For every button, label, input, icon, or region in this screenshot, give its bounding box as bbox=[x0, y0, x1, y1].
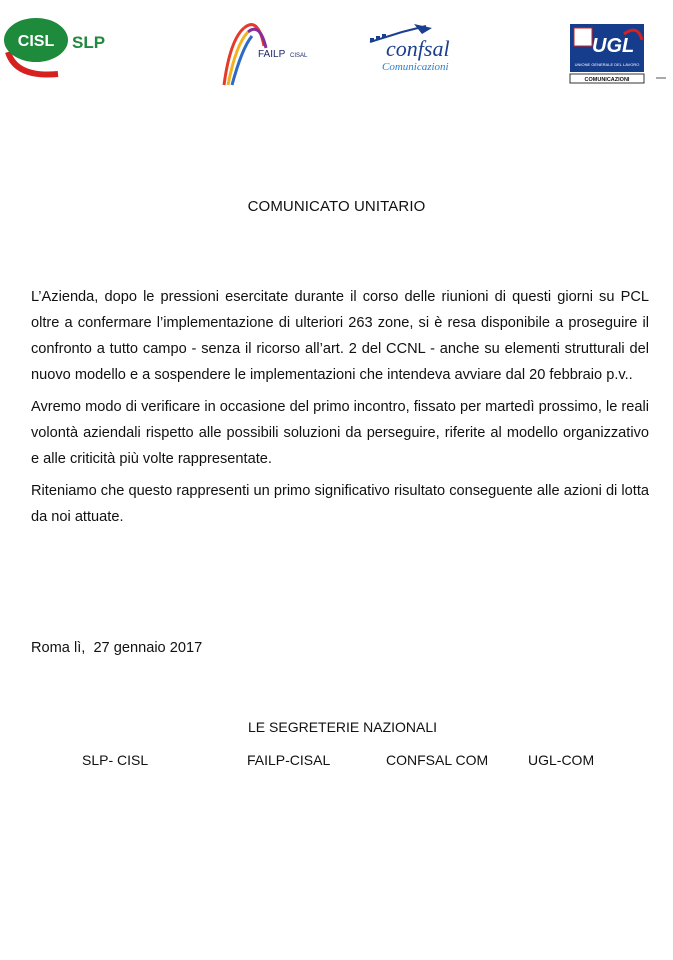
signatures-title: LE SEGRETERIE NAZIONALI bbox=[248, 719, 438, 735]
confsal-comunicazioni-logo bbox=[366, 20, 476, 80]
paragraph: L’Azienda, dopo le pressioni esercitate durante il corso delle riunioni di questi giorni su PCL oltre a confermare l’implementazione di ulteriori 263 zone, si è resa disponibile a proseguire il confronto a tutto campo - senza il ricorso all’art. 2 del CCNL - anche su elementi strutturali del nuovo modello e a sospendere le implementazioni che intendeva avviare dal 20 febbraio p.v.. bbox=[31, 289, 649, 383]
signatory-ugl-com: UGL-COM bbox=[528, 752, 595, 768]
slp-logo-text: SLP bbox=[72, 33, 106, 52]
document-title: COMUNICATO UNITARIO bbox=[247, 198, 426, 215]
cisl-logo-text: CISL bbox=[17, 33, 55, 50]
signatory-slp-cisl: SLP- CISL bbox=[82, 752, 149, 768]
confsal-logo-text: confsal bbox=[386, 36, 450, 61]
logo-bar bbox=[0, 0, 673, 100]
cisl-slp-logo bbox=[2, 12, 122, 82]
failp-cisal-logo bbox=[214, 10, 314, 90]
paragraph: Riteniamo che questo rappresenti un primo significativo risultato conseguente alle azioni di lotta da noi attuate. bbox=[31, 483, 649, 525]
document-body bbox=[31, 284, 649, 536]
ugl-tagline-text: UNIONE GENERALE DEL LAVORO bbox=[574, 62, 640, 67]
failp-logo-text: FAILP bbox=[258, 49, 286, 60]
comunicazioni-logo-text: Comunicazioni bbox=[382, 61, 449, 73]
paragraph: Avremo modo di verificare in occasione del primo incontro, fissato per martedì prossimo, le reali volontà aziendali rispetto alle possibili soluzioni da perseguire, riferite al modello organizzativo e alle criticità più volte rappresentate. bbox=[31, 399, 649, 467]
signatory-confsal-com: CONFSAL COM bbox=[386, 752, 489, 768]
ugl-comunicazioni-logo bbox=[566, 20, 670, 86]
document-date: Roma lì, 27 gennaio 2017 bbox=[31, 640, 203, 656]
signatory-failp-cisal: FAILP-CISAL bbox=[247, 752, 331, 768]
ugl-label-text: COMUNICAZIONI bbox=[584, 77, 630, 83]
ugl-logo-text: UGL bbox=[592, 35, 635, 57]
cisal-logo-text: CISAL bbox=[290, 53, 308, 59]
